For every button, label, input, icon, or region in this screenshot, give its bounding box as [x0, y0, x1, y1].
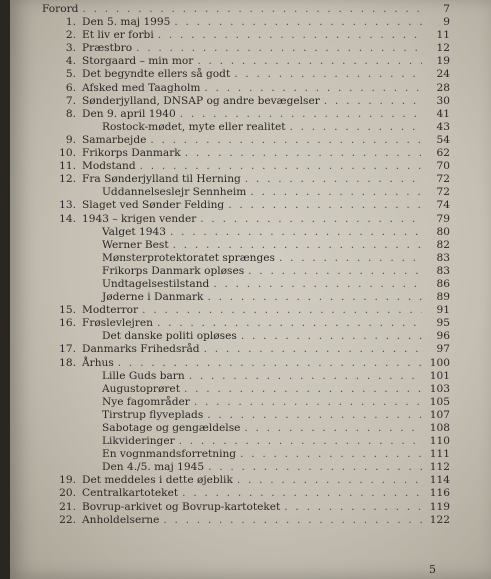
dot-leader — [244, 422, 422, 435]
entry-page-number: 105 — [429, 395, 450, 408]
chapter-number: 18. — [59, 356, 76, 369]
toc-entry — [42, 487, 450, 500]
dot-leader — [118, 357, 422, 370]
toc-entry — [42, 383, 450, 396]
dot-leader — [82, 3, 422, 16]
entry-title: Forord — [42, 3, 79, 15]
toc-entry — [42, 474, 450, 487]
chapter-number: 12. — [59, 173, 76, 186]
dot-leader — [284, 501, 422, 514]
chapter-number: 20. — [59, 487, 76, 500]
chapter-number: 15. — [59, 304, 76, 317]
entry-page-number: 119 — [429, 500, 450, 513]
toc-entry — [42, 448, 450, 461]
entry-title: Rostock-mødet, myte eller realitet — [102, 120, 286, 133]
dot-leader — [234, 68, 422, 81]
chapter-number: 10. — [59, 147, 76, 160]
toc-entry — [42, 330, 450, 343]
toc-entry — [42, 199, 450, 212]
dot-leader — [204, 343, 422, 356]
toc-entry — [42, 108, 450, 121]
entry-title: Storgaard – min mor — [82, 55, 194, 68]
dot-leader — [250, 186, 422, 199]
dot-leader — [200, 213, 422, 226]
entry-title: Frikorps Danmark — [82, 147, 181, 160]
chapter-number: 19. — [59, 474, 76, 487]
chapter-number: 4. — [65, 55, 76, 68]
entry-page-number: 74 — [436, 199, 450, 212]
entry-page-number: 91 — [436, 304, 450, 317]
entry-title: Det meddeles i dette øjeblik — [82, 474, 233, 487]
toc-entry — [42, 461, 450, 474]
entry-title: Det danske politi opløses — [102, 330, 237, 343]
entry-title: Nye fagområder — [102, 395, 190, 408]
dot-leader — [240, 448, 422, 461]
entry-title: Den 9. april 1940 — [82, 107, 176, 120]
toc-entry — [42, 68, 450, 81]
book-page — [10, 0, 491, 579]
toc-entry — [42, 304, 450, 317]
entry-page-number: 9 — [443, 16, 450, 29]
chapter-number: 11. — [59, 160, 76, 173]
toc-entry — [42, 173, 450, 186]
dot-leader — [237, 474, 422, 487]
toc-entry — [42, 278, 450, 291]
dot-leader — [228, 199, 422, 212]
chapter-number: 21. — [59, 500, 76, 513]
toc-entry — [42, 121, 450, 134]
entry-title: Werner Best — [102, 238, 169, 251]
toc-entry — [42, 16, 450, 29]
entry-page-number: 11 — [436, 29, 450, 42]
entry-page-number: 103 — [429, 382, 450, 395]
page-number: 5 — [429, 563, 436, 576]
entry-title: Et liv er forbi — [82, 29, 154, 42]
toc-entry — [42, 55, 450, 68]
entry-title: Den 4./5. maj 1945 — [102, 461, 205, 474]
entry-page-number: 96 — [436, 330, 450, 343]
dot-leader — [136, 42, 422, 55]
entry-page-number: 107 — [429, 408, 450, 421]
entry-title: Frøslevlejren — [82, 317, 153, 330]
chapter-number: 7. — [65, 94, 76, 107]
dot-leader — [279, 252, 422, 265]
dot-leader — [170, 226, 422, 239]
entry-page-number: 101 — [429, 369, 450, 382]
entry-page-number: 80 — [436, 225, 450, 238]
dot-leader — [197, 55, 422, 68]
dot-leader — [248, 265, 422, 278]
toc-entry — [42, 3, 450, 16]
chapter-number: 9. — [65, 133, 76, 146]
chapter-number: 5. — [65, 68, 76, 81]
toc-entry — [42, 29, 450, 42]
entry-title: Frikorps Danmark opløses — [102, 264, 245, 277]
chapter-number: 3. — [65, 42, 76, 55]
entry-page-number: 100 — [429, 356, 450, 369]
toc-entry — [42, 134, 450, 147]
dot-leader — [174, 16, 422, 29]
toc-entry — [42, 213, 450, 226]
entry-page-number: 41 — [436, 107, 450, 120]
entry-page-number: 43 — [436, 120, 450, 133]
entry-title: 1943 – krigen vender — [82, 212, 197, 225]
entry-title: Undtagelsestilstand — [102, 277, 210, 290]
entry-title: Modterror — [82, 304, 139, 317]
toc-entry — [42, 501, 450, 514]
entry-title: Danmarks Frihedsråd — [82, 343, 200, 356]
chapter-number: 8. — [65, 107, 76, 120]
toc-entry — [42, 42, 450, 55]
toc-entry — [42, 435, 450, 448]
toc-entry — [42, 226, 450, 239]
chapter-number: 17. — [59, 343, 76, 356]
dot-leader — [207, 291, 422, 304]
toc-entry — [42, 252, 450, 265]
entry-title: Sabotage og gengældelse — [102, 422, 241, 434]
entry-page-number: 82 — [436, 238, 450, 251]
dot-leader — [185, 147, 422, 160]
entry-page-number: 24 — [436, 68, 450, 81]
toc-entry — [42, 186, 450, 199]
dot-leader — [180, 108, 422, 121]
entry-title: Valget 1943 — [102, 225, 167, 238]
entry-page-number: 108 — [429, 422, 450, 434]
entry-page-number: 89 — [436, 291, 450, 304]
entry-page-number: 122 — [429, 513, 450, 526]
entry-page-number: 114 — [429, 474, 450, 487]
entry-title: Likvideringer — [102, 435, 175, 448]
dot-leader — [184, 383, 422, 396]
chapter-number: 14. — [59, 212, 76, 225]
entry-title: Augustoprøret — [102, 382, 180, 395]
entry-title: Jøderne i Danmark — [102, 291, 204, 304]
toc-entry — [42, 291, 450, 304]
entry-title: Det begyndte ellers så godt — [82, 68, 231, 81]
toc-entry — [42, 317, 450, 330]
entry-page-number: 97 — [436, 343, 450, 356]
dot-leader — [207, 409, 422, 422]
entry-page-number: 12 — [436, 42, 450, 55]
entry-title: Århus — [82, 356, 114, 369]
entry-title: Lille Guds barn — [102, 369, 185, 382]
entry-page-number: 116 — [429, 487, 450, 500]
entry-title: Anholdelserne — [82, 513, 160, 526]
dot-leader — [142, 304, 422, 317]
dot-leader — [213, 278, 422, 291]
entry-page-number: 7 — [443, 3, 450, 15]
dot-leader — [194, 396, 422, 409]
chapter-number: 22. — [59, 513, 76, 526]
toc-entry — [42, 82, 450, 95]
dot-leader — [150, 134, 422, 147]
toc-entry — [42, 396, 450, 409]
dot-leader — [241, 330, 422, 343]
entry-page-number: 30 — [436, 94, 450, 107]
chapter-number: 16. — [59, 317, 76, 330]
chapter-number: 1. — [65, 16, 76, 29]
entry-page-number: 72 — [436, 173, 450, 186]
entry-page-number: 19 — [436, 55, 450, 68]
entry-title: Tirstrup flyveplads — [102, 408, 204, 421]
dot-leader — [140, 160, 422, 173]
entry-page-number: 95 — [436, 317, 450, 330]
toc-entry — [42, 343, 450, 356]
chapter-number: 13. — [59, 199, 76, 212]
dot-leader — [290, 121, 422, 134]
dot-leader — [182, 487, 422, 500]
dot-leader — [179, 435, 422, 448]
dot-leader — [189, 370, 422, 383]
entry-title: Modstand — [82, 160, 136, 173]
toc-entry — [42, 514, 450, 527]
chapter-number: 6. — [65, 81, 76, 94]
dot-leader — [245, 173, 422, 186]
entry-page-number: 86 — [436, 277, 450, 290]
entry-title: Præstbro — [82, 42, 133, 55]
entry-title: En vognmandsforretning — [102, 448, 237, 461]
toc-entry — [42, 357, 450, 370]
dot-leader — [204, 82, 422, 95]
entry-page-number: 112 — [429, 461, 450, 474]
entry-page-number: 110 — [429, 435, 450, 448]
entry-page-number: 111 — [429, 448, 450, 461]
entry-title: Samarbejde — [82, 133, 147, 146]
entry-title: Uddannelseslejr Sennheim — [102, 186, 247, 199]
toc-entry — [42, 239, 450, 252]
entry-page-number: 83 — [436, 251, 450, 264]
toc-entry — [42, 265, 450, 278]
toc-entry — [42, 95, 450, 108]
toc-entry — [42, 160, 450, 173]
entry-page-number: 62 — [436, 147, 450, 160]
entry-title: Bovrup-arkivet og Bovrup-kartoteket — [82, 500, 281, 513]
dot-leader — [208, 461, 422, 474]
chapter-number: 2. — [65, 29, 76, 42]
entry-page-number: 83 — [436, 264, 450, 277]
entry-title: Den 5. maj 1995 — [82, 16, 171, 29]
dot-leader — [158, 29, 422, 42]
entry-page-number: 70 — [436, 160, 450, 173]
dot-leader — [173, 239, 422, 252]
toc-entry — [42, 422, 450, 435]
entry-page-number: 28 — [436, 81, 450, 94]
entry-title: Sønderjylland, DNSAP og andre bevægelser — [82, 94, 320, 107]
toc-entry — [42, 409, 450, 422]
toc-entry — [42, 147, 450, 160]
toc-entry — [42, 370, 450, 383]
entry-page-number: 79 — [436, 212, 450, 225]
table-of-contents — [42, 3, 450, 527]
entry-title: Centralkartoteket — [82, 487, 179, 500]
entry-title: Slaget ved Sønder Felding — [82, 199, 225, 212]
entry-title: Mønsterprotektoratet sprænges — [102, 251, 275, 264]
entry-title: Fra Sønderjylland til Herning — [82, 173, 241, 186]
entry-title: Afsked med Taagholm — [82, 81, 201, 94]
dot-leader — [157, 317, 422, 330]
entry-page-number: 72 — [436, 186, 450, 199]
dot-leader — [324, 95, 422, 108]
entry-page-number: 54 — [436, 133, 450, 146]
dot-leader — [163, 514, 422, 527]
